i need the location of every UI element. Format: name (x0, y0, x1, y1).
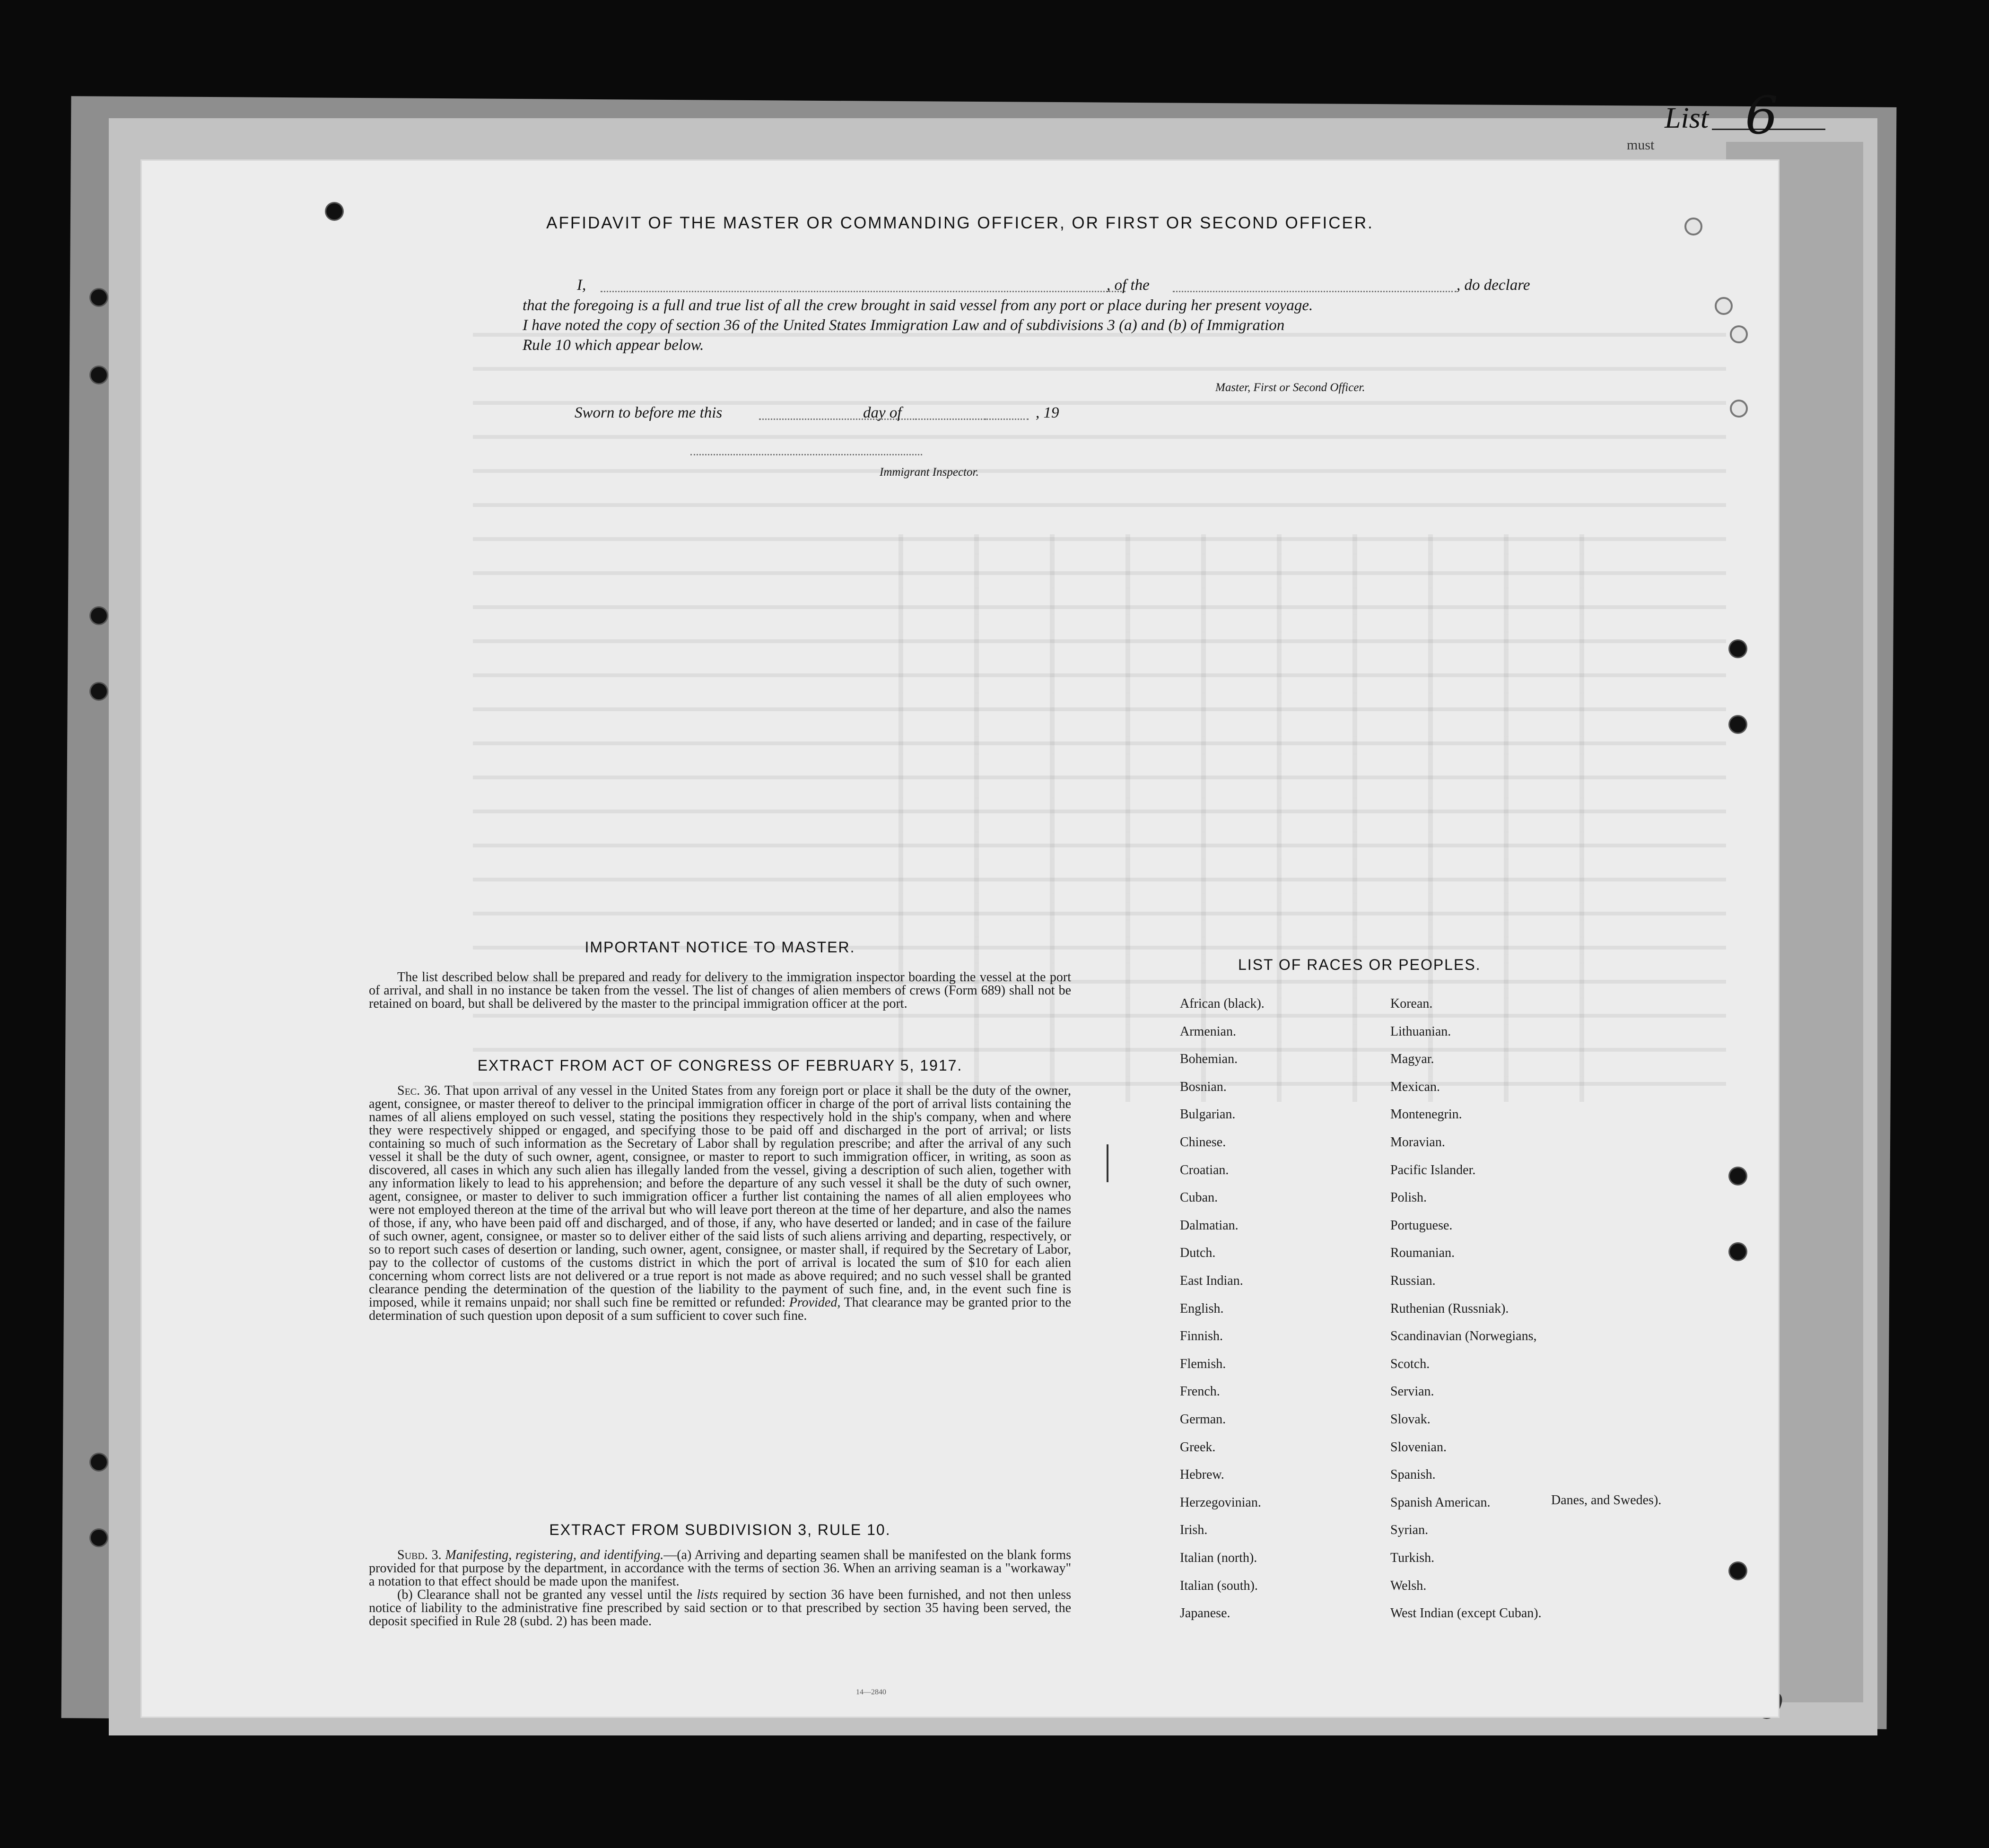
punch-hole (91, 608, 107, 624)
race-item: Scotch. (1390, 1356, 1430, 1371)
declaration-row (577, 277, 1579, 297)
declaration-line-4: Rule 10 which appear below. (523, 337, 704, 354)
punch-hole (1730, 1168, 1746, 1184)
subdivision-a-paragraph (369, 1549, 1071, 1588)
affidavit-title: AFFIDAVIT OF THE MASTER OR COMMANDING OFFICER, OR FIRST OR SECOND OFFICER. (546, 214, 1374, 232)
section-36-proviso: That clearance may be granted prior to the determination of such question upon deposit of a sum sufficient to cover such fine. (369, 1295, 1072, 1323)
punch-hole (1730, 716, 1746, 732)
subdivision-b-paragraph (369, 1588, 1071, 1628)
notice-title: IMPORTANT NOTICE TO MASTER. (584, 939, 855, 956)
punch-hole (1730, 1244, 1746, 1260)
race-item: Finnish. (1180, 1329, 1223, 1344)
race-item: Irish. (1180, 1523, 1208, 1538)
race-item: Dutch. (1180, 1246, 1216, 1261)
vessel-blank (1173, 291, 1457, 292)
name-blank (601, 291, 1125, 292)
affidavit-sheet (142, 161, 1778, 1717)
pencil-mark (1107, 1144, 1108, 1182)
race-item: Mexican. (1390, 1079, 1440, 1094)
notice-paragraph: The list described below shall be prepared and ready for delivery to the immigration inspector boarding the vessel at the port of arrival, and shall in no instance be taken from the vessel. The list of changes of alien members of crews (Form 689) shall not be retained on board, but shall be delivered by the master to the principal immigration officer at the port. (369, 970, 1071, 1011)
race-item: Montenegrin. (1390, 1107, 1462, 1122)
subdivision-a-text: —(a) Arriving and departing seamen shall be manifested on the blank forms provided for that purpose by the department, in accordance with the terms of section 36. When an arriving seaman is a "workaway" a notation to that effect should be made upon the manifest. (369, 1548, 1071, 1589)
subdivision-label: Subd. 3. (397, 1548, 442, 1562)
race-item: Bosnian. (1180, 1079, 1227, 1094)
extract-act-body (369, 1084, 1071, 1323)
race-item: Pacific Islander. (1390, 1162, 1476, 1177)
race-item: Chinese. (1180, 1135, 1226, 1150)
race-item: Ruthenian (Russniak). (1390, 1301, 1509, 1316)
race-item: German. (1180, 1412, 1226, 1427)
punch-hole (1730, 325, 1748, 343)
race-item: Armenian. (1180, 1024, 1236, 1039)
punch-hole (1730, 400, 1748, 418)
race-item: Herzegovinian. (1180, 1495, 1261, 1510)
officer-signature-label: Master, First or Second Officer. (1215, 381, 1365, 394)
extract-rule-title: EXTRACT FROM SUBDIVISION 3, RULE 10. (549, 1521, 891, 1538)
corner-fragment-text: must (1627, 137, 1655, 153)
list-number: 6 (1745, 85, 1778, 146)
subdivision-b-end: required by section 36 have been furnished, and not then unless notice of liability to the administrative fine prescribed by said section or to that prescribed by section 35 having been served, the deposit specified in Rule 28 (subd. 2) has been made. (369, 1587, 1072, 1629)
race-item: Spanish. (1390, 1467, 1436, 1482)
punch-hole (91, 1454, 107, 1470)
inspector-label: Immigrant Inspector. (880, 466, 979, 479)
race-item: East Indian. (1180, 1273, 1243, 1288)
races-title: LIST OF RACES OR PEOPLES. (1238, 956, 1481, 973)
race-item: Magyar. (1390, 1052, 1434, 1067)
race-item: Dalmatian. (1180, 1218, 1239, 1233)
race-item: Bohemian. (1180, 1052, 1238, 1067)
race-item: Slovenian. (1390, 1439, 1447, 1455)
section-36-text: That upon arrival of any vessel in the United States from any foreign port or place it shall be the duty of the owner, agent, consignee, or master thereof to deliver to the principal immigration officer in charge of the port of arrival lists containing the names of all aliens employed on such vessel, stating the positions they respectively hold in the ship's company, when and where they were respectively shipped or engaged, and specifying those to be paid off and discharged in the port of arrival; or lists containing so much of such information as the Secretary of Labor shall by regulation prescribe; and after the arrival of any such vessel it shall be the duty of such owner, agent, consignee, or master to report to such immigration officer, in writing, as soon as discovered, all cases in which any such alien has illegally landed from the vessel, giving a description of such alien, together with any information likely to lead to his apprehension; and before the departure of any such vessel it shall be the duty of such owner, agent, consignee, or master to deliver to such immigration officer a further list containing the names of all alien employees who were not employed thereon at the time of the arrival but who will leave port thereon at the time of her departure, and also the names of those, if any, who have been paid off and discharged, and of those, if any, who have deserted or landed; and in case of the failure of such owner, agent, consignee, or master so to deliver either of the said lists of such aliens arriving and departing, respectively, or so to report such cases of desertion or landing, such owner, agent, consignee, or master shall, if required by the Secretary of Labor, pay to the collector of customs of the customs district in which the port of arrival is located the sum of $10 for each alien concerning whom correct lists are not delivered or a true report is not made as above required; and no such vessel shall be granted clearance pending the determination of the question of the liability to the payment of such fine, and, in the event such fine is imposed, while it remains unpaid; nor shall such fine be remitted or refunded: (369, 1083, 1071, 1310)
notice-body (369, 971, 1071, 1011)
inspector-signature-line (690, 454, 922, 455)
race-item: Servian. (1390, 1384, 1434, 1399)
race-item: West Indian (except Cuban). (1390, 1606, 1542, 1621)
declaration-i: I, (577, 277, 586, 294)
bleed-through-columns (828, 534, 1584, 1102)
punch-hole (1715, 297, 1733, 315)
race-item: Portuguese. (1390, 1218, 1453, 1233)
race-item: Russian. (1390, 1273, 1436, 1288)
race-item: English. (1180, 1301, 1224, 1316)
punch-hole (1730, 641, 1746, 657)
section-label: Sec. 36. (397, 1083, 441, 1098)
declaration-line-2: that the foregoing is a full and true list of all the crew brought in said vessel from any port or place during her present voyage. (523, 297, 1313, 314)
punch-hole (91, 1530, 107, 1546)
punch-hole (91, 289, 107, 305)
list-label: List (1665, 102, 1709, 134)
race-item: Turkish. (1390, 1551, 1435, 1565)
section-36-paragraph (369, 1084, 1071, 1323)
punch-hole (91, 367, 107, 383)
race-item: Polish. (1390, 1190, 1427, 1205)
sworn-row (575, 404, 1284, 425)
lists-word: lists (697, 1587, 718, 1602)
punch-hole (1730, 1563, 1746, 1579)
race-item: Korean. (1390, 996, 1433, 1011)
month-blank (915, 418, 1029, 420)
race-item: Hebrew. (1180, 1467, 1224, 1482)
declaration-of-the: , of the (1107, 277, 1150, 294)
year-label: , 19 (1036, 404, 1059, 421)
form-number: 14—2840 (856, 1688, 886, 1696)
race-item: Moravian. (1390, 1135, 1445, 1150)
race-item: French. (1180, 1384, 1220, 1399)
declaration-do-declare: , do declare (1457, 277, 1530, 294)
race-item: Italian (north). (1180, 1551, 1257, 1565)
race-item: Lithuanian. (1390, 1024, 1451, 1039)
race-item: Syrian. (1390, 1523, 1429, 1538)
race-continuation: Danes, and Swedes). (1551, 1493, 1662, 1508)
extract-rule-body (369, 1549, 1071, 1628)
race-item: Italian (south). (1180, 1578, 1258, 1593)
declaration-line-3: I have noted the copy of section 36 of the United States Immigration Law and of subdivisions 3 (a) and (b) of Immigration (523, 317, 1285, 334)
race-item: Croatian. (1180, 1162, 1229, 1177)
subdivision-heading: Manifesting, registering, and identifying. (445, 1548, 664, 1562)
race-item: Greek. (1180, 1439, 1216, 1455)
sworn-label: Sworn to before me this (575, 404, 723, 421)
race-item: Japanese. (1180, 1606, 1230, 1621)
provided-word: Provided, (789, 1295, 841, 1310)
day-of-label: day of (863, 404, 902, 421)
race-item: Spanish American. (1390, 1495, 1491, 1510)
subdivision-b-start: (b) Clearance shall not be granted any vessel until the (397, 1587, 692, 1602)
race-item: Welsh. (1390, 1578, 1427, 1593)
punch-hole (91, 683, 107, 699)
race-item: Bulgarian. (1180, 1107, 1236, 1122)
race-item: Flemish. (1180, 1356, 1226, 1371)
race-item: Cuban. (1180, 1190, 1218, 1205)
race-item: Scandinavian (Norwegians, (1390, 1329, 1537, 1344)
extract-act-title: EXTRACT FROM ACT OF CONGRESS OF FEBRUARY 5, 1917. (477, 1057, 963, 1074)
race-item: Slovak. (1390, 1412, 1431, 1427)
race-item: African (black). (1180, 996, 1265, 1011)
race-item: Roumanian. (1390, 1246, 1455, 1261)
